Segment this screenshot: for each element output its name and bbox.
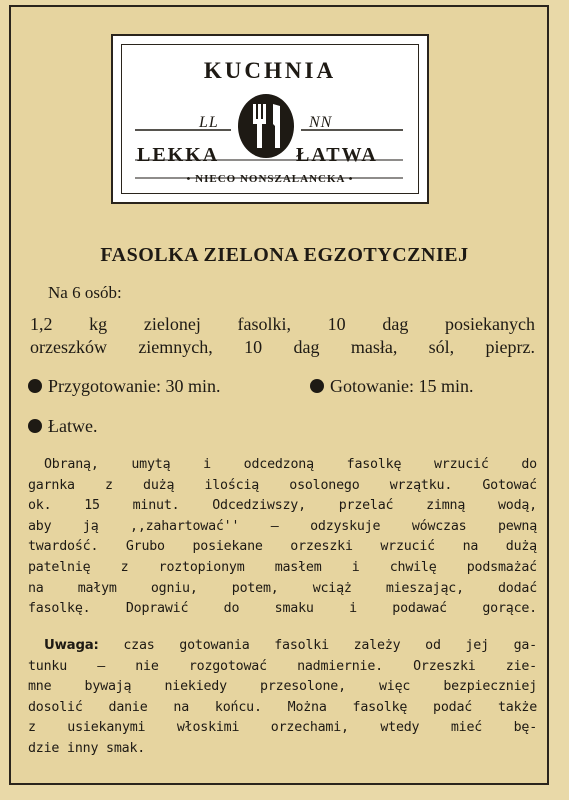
note-line: tunku — nie rozgotować nadmiernie. Orzeszki zie- [28,658,537,674]
logo-monogram-right: NN [309,114,333,131]
method-paragraph [28,455,537,620]
logo-title: KUCHNIA [203,58,337,83]
logo-subtitle: • NIECO NONSZALANCKA • [186,173,354,185]
note-line: dosolić danie na końcu. Można fasolkę podać także [28,699,537,715]
method-line: Obraną, umytą i odcedzoną fasolkę wrzucić do [44,457,537,472]
method-line: twardość. Grubo posiekane orzeszki wrzucić na dużą [28,539,537,555]
note-line: z usiekanymi włoskimi orzechami, wtedy mieć bę- [28,720,537,736]
logo-right-word: ŁATWA [296,144,378,166]
ingredients-line: orzeszków ziemnych, 10 dag masła, sól, pieprz. [30,337,535,357]
note-paragraph [28,636,537,760]
note-line: mne bywają niekiedy przesolone, więc bezpieczniej [28,679,537,695]
note-label: Uwaga: [44,638,99,653]
logo-left-word: LEKKA [137,144,220,166]
difficulty-row [28,416,97,437]
recipe-title: FASOLKA ZIELONA EGZOTYCZNIEJ [100,244,469,266]
column-logo [111,34,429,204]
servings: Na 6 osób: [48,283,122,302]
note-line: dzie inny smak. [28,740,146,756]
difficulty: Łatwe. [48,416,98,436]
method-line: aby ją ,,zahartować'' — odzyskuje wówczas pewną [28,518,537,534]
bullet-icon [28,419,42,433]
method-line: fasolkę. Doprawić do smaku i podawać gorące. [28,601,537,617]
method-line: garnka z dużą ilością osolonego wrzątku. Gotować [28,477,537,493]
note-first-text: czas gotowania fasolki zależy od jej ga- [98,638,537,653]
note-first-line [28,636,537,657]
bullet-icon [28,379,42,393]
ingredients [30,313,535,359]
method-line: na małym ogniu, potem, wciąż mieszając, dodać [28,580,537,596]
logo-monogram-left: LL [199,114,219,131]
method-line: patelnię z roztopionym masłem i chwilę podsmażać [28,559,537,575]
prep-time: Przygotowanie: 30 min. [48,376,221,396]
bullet-icon [310,379,324,393]
method-line: ok. 15 minut. Odcedziwszy, przelać zimną wodą, [28,498,537,514]
cook-time: Gotowanie: 15 min. [330,376,474,396]
cook-time-row [310,376,473,397]
ingredients-line: 1,2 kg zielonej fasolki, 10 dag posiekanych [30,314,535,334]
prep-time-row [28,376,220,397]
